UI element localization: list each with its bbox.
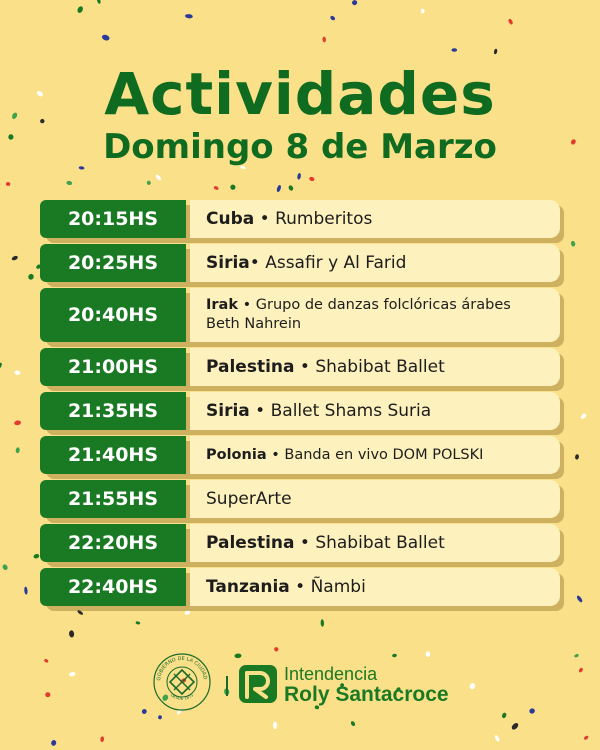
confetti-dot — [76, 5, 84, 14]
schedule-row — [40, 480, 560, 518]
confetti-dot — [493, 48, 497, 54]
org-line-2: Roly Santacroce — [284, 683, 449, 706]
confetti-dot — [0, 362, 3, 368]
confetti-dot — [155, 174, 162, 181]
act-separator: • — [254, 208, 276, 229]
confetti-dot — [421, 9, 425, 14]
confetti-dot — [570, 240, 575, 247]
schedule-act — [190, 348, 560, 386]
schedule-time: 21:35HS — [40, 392, 186, 430]
confetti-dot — [135, 621, 140, 625]
schedule-row — [40, 288, 560, 342]
act-performer: Banda en vivo DOM POLSKI — [284, 446, 484, 463]
footer-divider — [226, 676, 228, 696]
act-performer: Shabibat Ballet — [315, 532, 445, 553]
schedule-row — [40, 392, 560, 430]
confetti-dot — [320, 619, 324, 627]
confetti-dot — [24, 586, 28, 594]
schedule-list — [40, 200, 560, 612]
schedule-act — [190, 436, 560, 474]
confetti-dot — [66, 180, 73, 185]
schedule-act — [190, 244, 560, 282]
page-title: Actividades — [104, 60, 496, 128]
schedule-time: 22:40HS — [40, 568, 186, 606]
intendencia-logo-icon — [238, 664, 278, 704]
act-separator: • — [266, 446, 285, 463]
confetti-dot — [452, 48, 458, 52]
act-country: Irak — [206, 297, 238, 313]
confetti-dot — [329, 15, 335, 21]
act-performer: Assafir y Al Farid — [265, 252, 407, 273]
confetti-dot — [576, 595, 583, 603]
confetti-dot — [230, 184, 236, 190]
act-separator: • — [294, 356, 316, 377]
confetti-dot — [14, 420, 21, 426]
funes-seal-icon — [152, 652, 212, 712]
act-separator: • — [237, 297, 256, 313]
schedule-row — [40, 436, 560, 474]
act-separator: • — [249, 400, 271, 421]
confetti-dot — [322, 36, 326, 42]
confetti-dot — [185, 14, 193, 19]
footer — [0, 652, 600, 712]
confetti-dot — [351, 0, 358, 6]
act-performer: Grupo de danzas folclóricas árabes Beth Nahrein — [206, 297, 511, 332]
confetti-dot — [350, 720, 356, 726]
confetti-dot — [2, 563, 9, 570]
confetti-dot — [501, 712, 507, 719]
org-line-1: Intendencia — [284, 664, 378, 684]
schedule-act — [190, 392, 560, 430]
confetti-dot — [158, 715, 163, 720]
schedule-row — [40, 244, 560, 282]
act-country: Palestina — [206, 356, 295, 377]
confetti-dot — [583, 735, 589, 741]
confetti-dot — [51, 739, 57, 746]
act-performer: Rumberitos — [275, 208, 373, 229]
confetti-dot — [6, 182, 11, 187]
schedule-time: 21:00HS — [40, 348, 186, 386]
confetti-dot — [288, 185, 294, 192]
schedule-row — [40, 348, 560, 386]
confetti-dot — [15, 447, 20, 453]
confetti-dot — [213, 185, 219, 190]
act-country: Siria — [206, 252, 250, 273]
confetti-dot — [101, 34, 110, 42]
confetti-dot — [580, 412, 587, 419]
schedule-act — [190, 480, 560, 518]
act-separator: • — [249, 252, 266, 273]
schedule-time: 20:15HS — [40, 200, 186, 238]
schedule-act — [190, 200, 560, 238]
schedule-row — [40, 200, 560, 238]
confetti-dot — [33, 553, 40, 559]
schedule-time: 22:20HS — [40, 524, 186, 562]
schedule-act — [190, 288, 560, 342]
act-separator: • — [289, 576, 311, 597]
confetti-dot — [297, 173, 301, 180]
confetti-dot — [69, 630, 75, 638]
schedule-time: 21:55HS — [40, 480, 186, 518]
act-performer: SuperArte — [206, 488, 292, 509]
act-country: Tanzania — [206, 576, 290, 597]
act-country: Polonia — [206, 446, 267, 463]
schedule-act — [190, 568, 560, 606]
confetti-dot — [575, 454, 580, 460]
confetti-dot — [100, 736, 104, 742]
schedule-time: 20:25HS — [40, 244, 186, 282]
confetti-dot — [96, 0, 101, 4]
seal-since: DESDE 1875 — [169, 692, 195, 701]
confetti-dot — [14, 370, 20, 375]
confetti-dot — [494, 734, 500, 742]
schedule-row — [40, 524, 560, 562]
schedule-time: 21:40HS — [40, 436, 186, 474]
confetti-dot — [510, 722, 519, 731]
act-country: Cuba — [206, 208, 255, 229]
confetti-dot — [508, 18, 514, 25]
confetti-dot — [146, 180, 151, 185]
act-performer: Ballet Shams Suria — [270, 400, 432, 421]
act-country: Siria — [206, 400, 250, 421]
confetti-dot — [309, 176, 316, 182]
schedule-act — [190, 524, 560, 562]
confetti-dot — [27, 273, 34, 281]
act-separator: • — [294, 532, 316, 553]
confetti-dot — [276, 185, 282, 193]
seal-text: GOBIERNO DE LA CIUDAD — [155, 655, 208, 682]
act-country: Palestina — [206, 532, 295, 553]
act-performer: Ñambi — [310, 576, 366, 597]
page-subtitle: Domingo 8 de Marzo — [103, 127, 497, 167]
act-performer: Shabibat Ballet — [315, 356, 445, 377]
confetti-dot — [273, 721, 277, 729]
schedule-time: 20:40HS — [40, 288, 186, 342]
confetti-dot — [11, 255, 18, 261]
schedule-row — [40, 568, 560, 606]
